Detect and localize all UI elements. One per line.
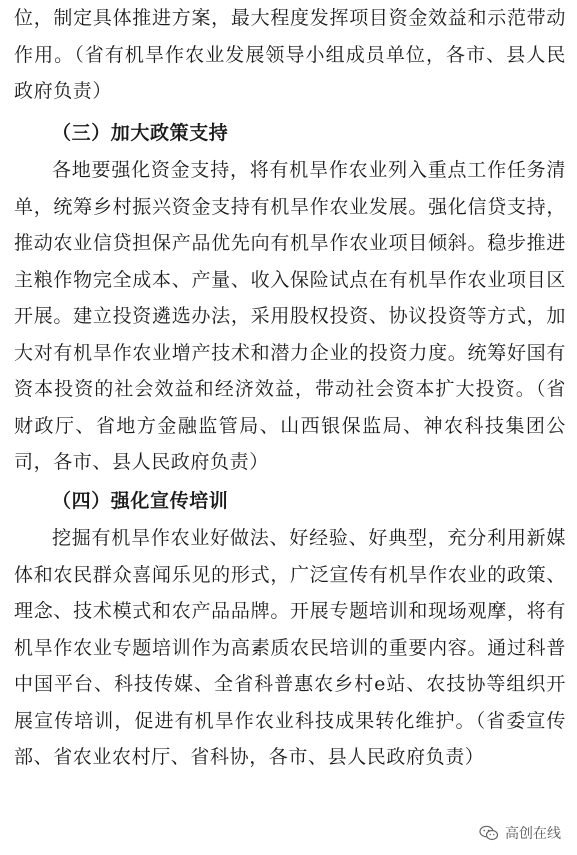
section-heading-4: （四）强化宣传培训 — [52, 490, 229, 512]
watermark-text: 高创在线 — [505, 826, 561, 842]
section-heading-3: （三）加大政策支持 — [52, 122, 229, 144]
paragraph-policy-support: 各地要强化资金支持，将有机旱作农业列入重点工作任务清单，统筹乡村振兴资金支持有机旱作农业发展。强化信贷支持，推动农业信贷担保产品优先向有机旱作农业项目倾斜。稳步推进主粮作物完全成本、产量、收入保险试点在有机旱作农业项目区开展。建立投资遴选办法，采用股权投资、协议投资等方式，加大对有机旱作农业增产技术和潜力企业的投资力度。统筹好国有资本投资的社会效益和经济效益，带动社会资本扩大投资。（省财政厅、省地方金融监管局、山西银保监局、神农科技集团公司，各市、县人民政府负责） — [14, 159, 566, 473]
wechat-icon — [479, 825, 499, 841]
paragraph-continuation: 位，制定具体推进方案，最大程度发挥项目资金效益和示范带动作用。（省有机旱作农业发展领导小组成员单位，各市、县人民政府负责） — [14, 7, 566, 102]
paragraph-publicity-training: 挖掘有机旱作农业好做法、好经验、好典型，充分利用新媒体和农民群众喜闻乐见的形式，广泛宣传有机旱作农业的政策、理念、技术模式和农产品品牌。开展专题培训和现场观摩，将有机旱作农业专题培训作为高素质农民培训的重要内容。通过科普中国平台、科技传媒、全省科普惠农乡村e站、农技协等组织开展宣传培训，促进有机旱作农业科技成果转化维护。（省委宣传部、省农业农村厅、省科协，各市、县人民政府负责） — [14, 527, 566, 768]
watermark — [479, 823, 561, 843]
